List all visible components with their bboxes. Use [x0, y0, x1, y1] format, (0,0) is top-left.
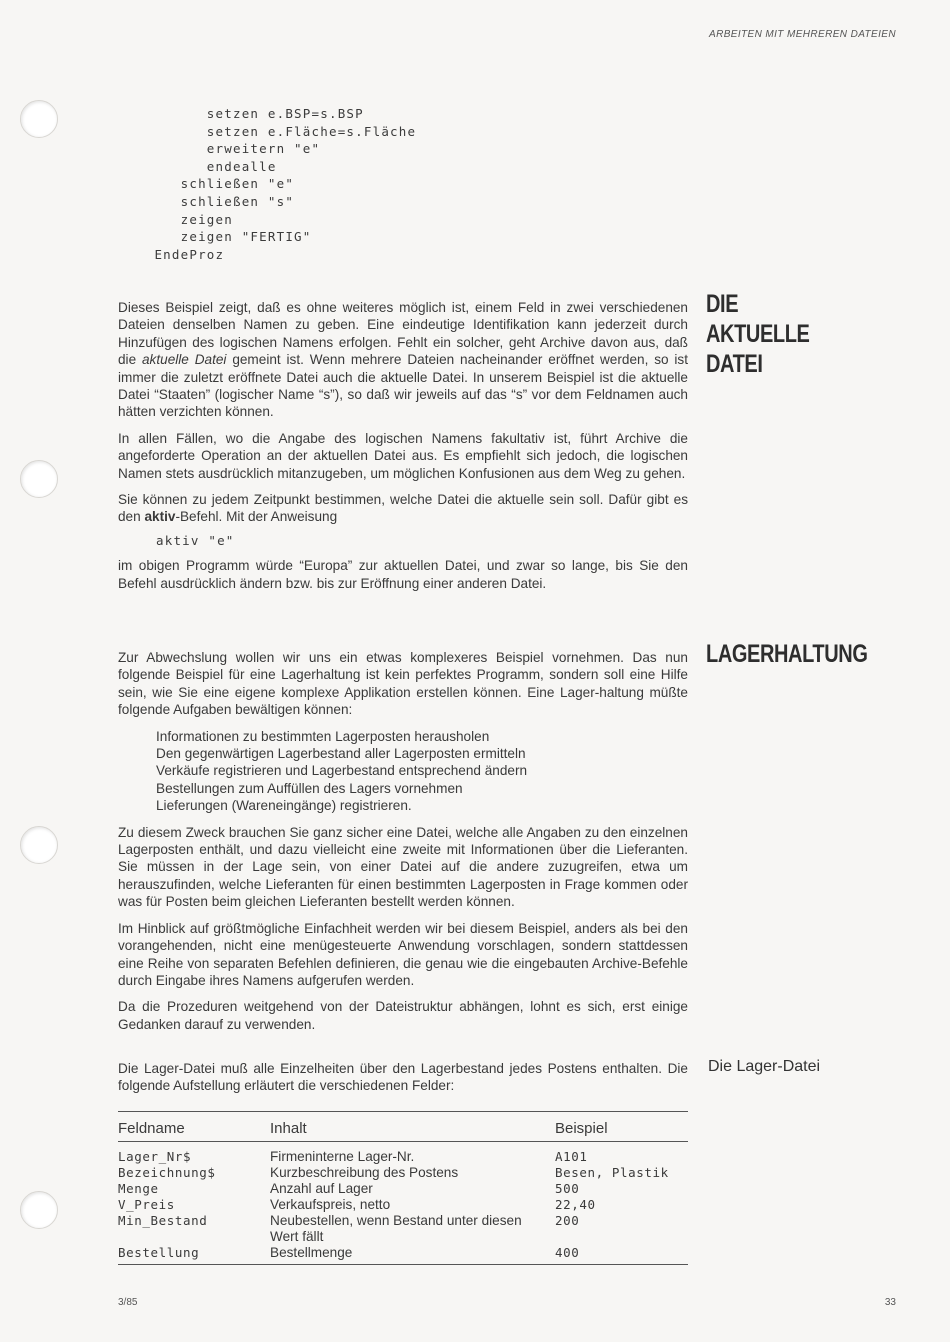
- table-row: [118, 1142, 688, 1166]
- section-heading-lager-datei: Die Lager-Datei: [708, 1058, 821, 1075]
- list-item: Informationen zu bestimmten Lagerposten herausholen: [156, 728, 490, 744]
- paragraph: im obigen Programm würde “Europa” zur aktuellen Datei, und zwar so lange, bis Sie den Befehl ausdrücklich ändern bzw. bis zur Eröffnung einer anderen Datei.: [118, 558, 688, 591]
- punch-hole: [20, 100, 58, 138]
- field-example: 400: [555, 1245, 688, 1265]
- code-example: aktiv "e": [156, 532, 235, 548]
- paragraph: Da die Prozeduren weitgehend von der Dateistruktur abhängen, lohnt es sich, erst einige Gedanken darauf zu verwenden.: [118, 999, 688, 1032]
- field-example: 22,40: [555, 1197, 596, 1213]
- field-content: Neubestellen, wenn Bestand unter diesen Wert fällt: [270, 1213, 522, 1245]
- fields-table: [118, 1111, 688, 1265]
- section-lagerhaltung: [118, 649, 688, 1042]
- field-name: Bezeichnung$: [118, 1165, 216, 1181]
- paragraph: Sie können zu jedem Zeitpunkt bestimmen, welche Datei die aktuelle sein soll. Dafür gibt es den aktiv-Befehl. Mit der Anweisung: [118, 492, 688, 525]
- field-name: Lager_Nr$: [118, 1149, 192, 1165]
- code-listing-top: setzen e.BSP=s.BSP setzen e.Fläche=s.Fläche erweitern "e" endealle schließen "e" schließen "s" zeigen zeigen "FERTIG" EndeProz: [154, 106, 417, 262]
- list-item: Verkäufe registrieren und Lagerbestand entsprechend ändern: [156, 763, 528, 779]
- paragraph: Im Hinblick auf größtmögliche Einfachheit werden wir bei diesem Beispiel, anders als bei den vorangehenden, nicht eine menügesteuerte Anwendung vorschlagen, sondern stattdessen eine Reihe von separaten Befehlen definieren, die genau wie die eingebauten Archive-Befehle durch Eingabe ihres Namens aufgerufen werden.: [118, 920, 688, 988]
- command-name: aktiv: [144, 509, 176, 525]
- field-content: Verkaufspreis, netto: [270, 1197, 391, 1213]
- page-number: 33: [884, 1297, 896, 1308]
- table-row: [118, 1213, 688, 1245]
- table-row: [118, 1181, 688, 1197]
- column-header: Feldname: [118, 1111, 270, 1141]
- section-heading-lagerhaltung: LAGERHALTUNG: [706, 640, 868, 668]
- field-example: A101: [555, 1149, 588, 1165]
- field-example: 200: [555, 1213, 580, 1229]
- table-row: [118, 1197, 688, 1213]
- paragraph: Die Lager-Datei muß alle Einzelheiten über den Lagerbestand jedes Postens enthalten. Die folgende Aufstellung erläutert die verschiedenen Felder:: [118, 1061, 688, 1094]
- field-content: Firmeninterne Lager-Nr.: [270, 1149, 415, 1165]
- table-row: [118, 1165, 688, 1181]
- list-item: Lieferungen (Wareneingänge) registrieren.: [156, 798, 412, 814]
- punch-hole: [20, 1191, 58, 1229]
- footer-edition: 3/85: [118, 1297, 138, 1308]
- field-example: Besen, Plastik: [555, 1165, 669, 1181]
- task-list: [156, 728, 688, 815]
- field-content: Anzahl auf Lager: [270, 1181, 373, 1197]
- field-content: Kurzbeschreibung des Postens: [270, 1165, 459, 1181]
- paragraph: Zur Abwechslung wollen wir uns ein etwas komplexeres Beispiel vornehmen. Das nun folgende Beispiel für eine Lagerhaltung ist kein perfektes Programm, sondern soll eine Hilfe sein, wie Sie eine eigene komplexe Applikation erstellen können. Eine Lager-haltung müßte folgende Aufgaben bewältigen können:: [118, 650, 688, 718]
- field-name: Menge: [118, 1181, 159, 1197]
- field-name: Min_Bestand: [118, 1213, 208, 1229]
- field-name: V_Preis: [118, 1197, 175, 1213]
- list-item: Den gegenwärtigen Lagerbestand aller Lagerposten ermitteln: [156, 746, 526, 762]
- column-header: Inhalt: [270, 1111, 555, 1141]
- running-head: ARBEITEN MIT MEHREREN DATEIEN: [709, 29, 896, 40]
- paragraph: Zu diesem Zweck brauchen Sie ganz sicher eine Datei, welche alle Angaben zu den einzelnen Lagerposten enthält, und dazu vielleicht eine zweite mit Informationen über die Lieferanten. Sie müssen in der Lage sein, von einer Datei auf die andere zuzugreifen, etwa um herauszufinden, welche Lieferanten für einen bestimmten Lagerposten in Frage kommen oder was für Posten beim gleichen Lieferanten bestellt werden können.: [118, 824, 688, 910]
- field-name: Bestellung: [118, 1245, 270, 1265]
- section-heading-aktuelle-datei: DIE AKTUELLE DATEI: [706, 290, 810, 378]
- emphasis-term: aktuelle Datei: [142, 352, 227, 368]
- paragraph: Dieses Beispiel zeigt, daß es ohne weiteres möglich ist, einem Feld in zwei verschiedenen Dateien denselben Namen zu geben. Eine eindeutige Identifikation kann jederzeit durch Hinzufügen des logischen Namens erfolgen. Fehlt ein solcher, geht Archive davon aus, daß die aktuelle Datei gemeint ist. Wenn mehrere Dateien nacheinander eröffnet werden, so ist immer die zuletzt eröffnete Datei auch die aktuelle Datei. In unserem Beispiel ist die aktuelle Datei “Staaten” (logischer Name “s”), so daß wir jeweils auf das “s” vor dem Feldnamen auch hätten verzichten können.: [118, 300, 689, 420]
- field-content: Bestellmenge: [270, 1245, 555, 1265]
- punch-hole: [20, 826, 58, 864]
- table-row: [118, 1245, 688, 1265]
- column-header: Beispiel: [555, 1111, 688, 1141]
- section-lager-datei: [118, 1060, 688, 1265]
- section-aktuelle-datei: [118, 299, 688, 601]
- list-item: Bestellungen zum Auffüllen des Lagers vornehmen: [156, 780, 463, 796]
- punch-hole: [20, 460, 58, 498]
- field-example: 500: [555, 1181, 580, 1197]
- table-header-row: [118, 1111, 688, 1141]
- paragraph: In allen Fällen, wo die Angabe des logischen Namens fakultativ ist, führt Archive die angeforderte Operation an der aktuellen Datei aus. Es empfiehlt sich jedoch, die logischen Namen stets ausdrücklich mitanzugeben, um möglichen Konfusionen aus dem Weg zu gehen.: [118, 430, 688, 481]
